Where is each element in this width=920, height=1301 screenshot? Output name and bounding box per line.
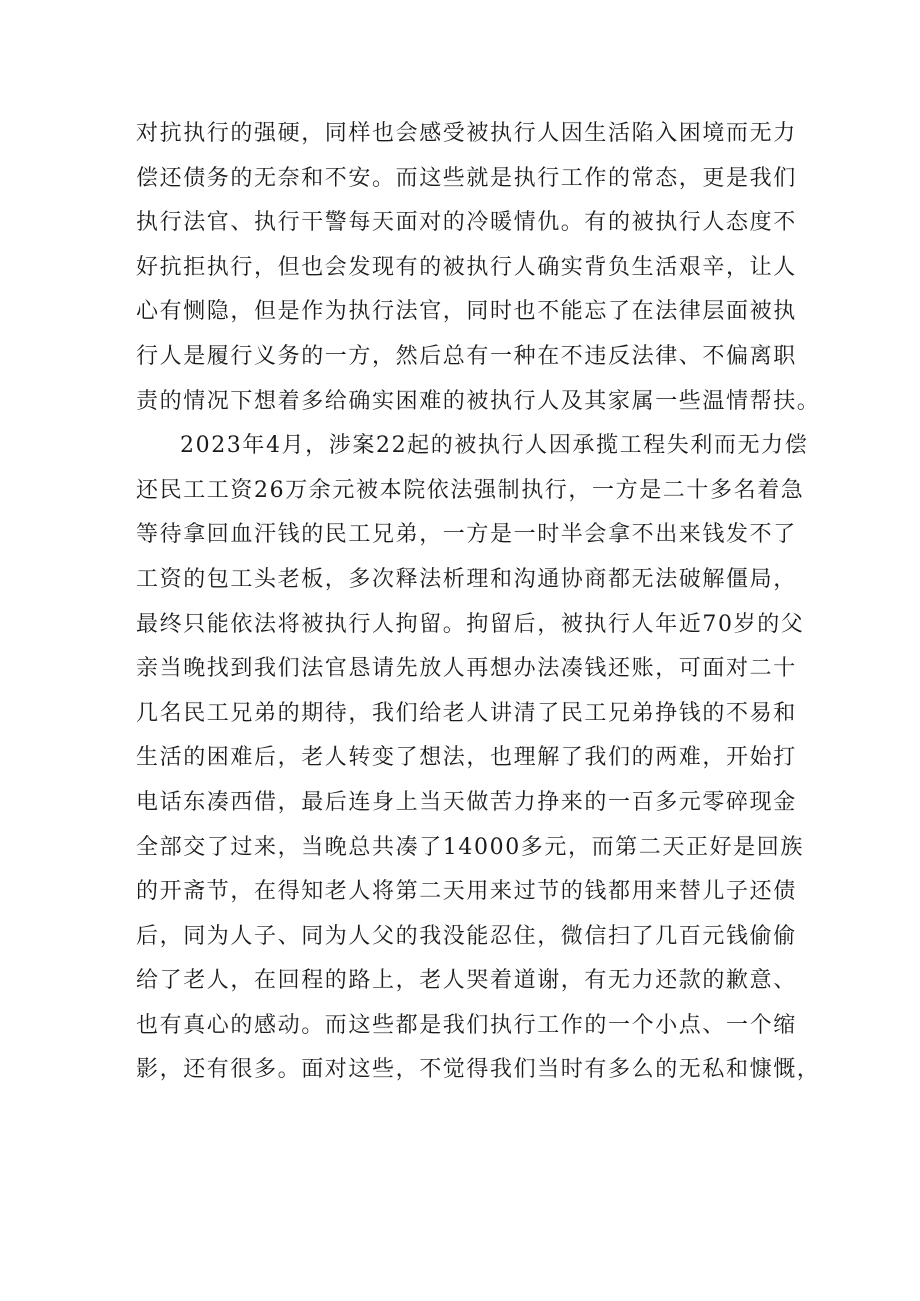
text-line: 给了老人，在回程的路上，老人哭着道谢，有无力还款的歉意、: [136, 968, 797, 994]
text-line: 工资的包工头老板，多次释法析理和沟通协商都无法破解僵局，: [136, 566, 797, 592]
text-line: 偿还债务的无奈和不安。而这些就是执行工作的常态，更是我们: [136, 165, 797, 191]
text-line: 最终只能依法将被执行人拘留。拘留后，被执行人年近70岁的父: [136, 611, 805, 637]
text-line: 心有恻隐，但是作为执行法官，同时也不能忘了在法律层面被执: [136, 299, 797, 325]
text-line: 亲当晚找到我们法官恳请先放人再想办法凑钱还账，可面对二十: [136, 656, 797, 682]
paragraph-start-line: 2023年4月，涉案22起的被执行人因承揽工程失利而无力偿: [180, 433, 809, 459]
text-line: 行人是履行义务的一方，然后总有一种在不违反法律、不偏离职: [136, 343, 797, 369]
text-line: 影，还有很多。面对这些，不觉得我们当时有多么的无私和慷慨，: [136, 1057, 821, 1083]
text-line: 也有真心的感动。而这些都是我们执行工作的一个小点、一个缩: [136, 1012, 797, 1038]
text-line: 全部交了过来，当晚总共凑了14000多元，而第二天正好是回族: [136, 834, 804, 860]
body-text: [136, 112, 821, 1093]
text-line: 生活的困难后，老人转变了想法，也理解了我们的两难，开始打: [136, 745, 797, 771]
text-line: 电话东凑西借，最后连身上当天做苦力挣来的一百多元零碎现金: [136, 789, 797, 815]
text-line: 等待拿回血汗钱的民工兄弟，一方是一时半会拿不出来钱发不了: [136, 522, 797, 548]
text-line: 后，同为人子、同为人父的我没能忍住，微信扫了几百元钱偷偷: [136, 923, 797, 949]
text-line: 的开斋节，在得知老人将第二天用来过节的钱都用来替儿子还债: [136, 879, 797, 905]
text-line: 对抗执行的强硬，同样也会感受被执行人因生活陷入困境而无力: [136, 121, 797, 146]
text-line: 几名民工兄弟的期待，我们给老人讲清了民工兄弟挣钱的不易和: [136, 700, 797, 726]
text-line: 责的情况下想着多给确实困难的被执行人及其家属一些温情帮扶。: [136, 388, 821, 414]
text-line: 好抗拒执行，但也会发现有的被执行人确实背负生活艰辛，让人: [136, 254, 797, 280]
text-line: 还民工工资26万余元被本院依法强制执行，一方是二十多名着急: [136, 477, 805, 503]
text-line: 执行法官、执行干警每天面对的冷暖情仇。有的被执行人态度不: [136, 210, 797, 236]
